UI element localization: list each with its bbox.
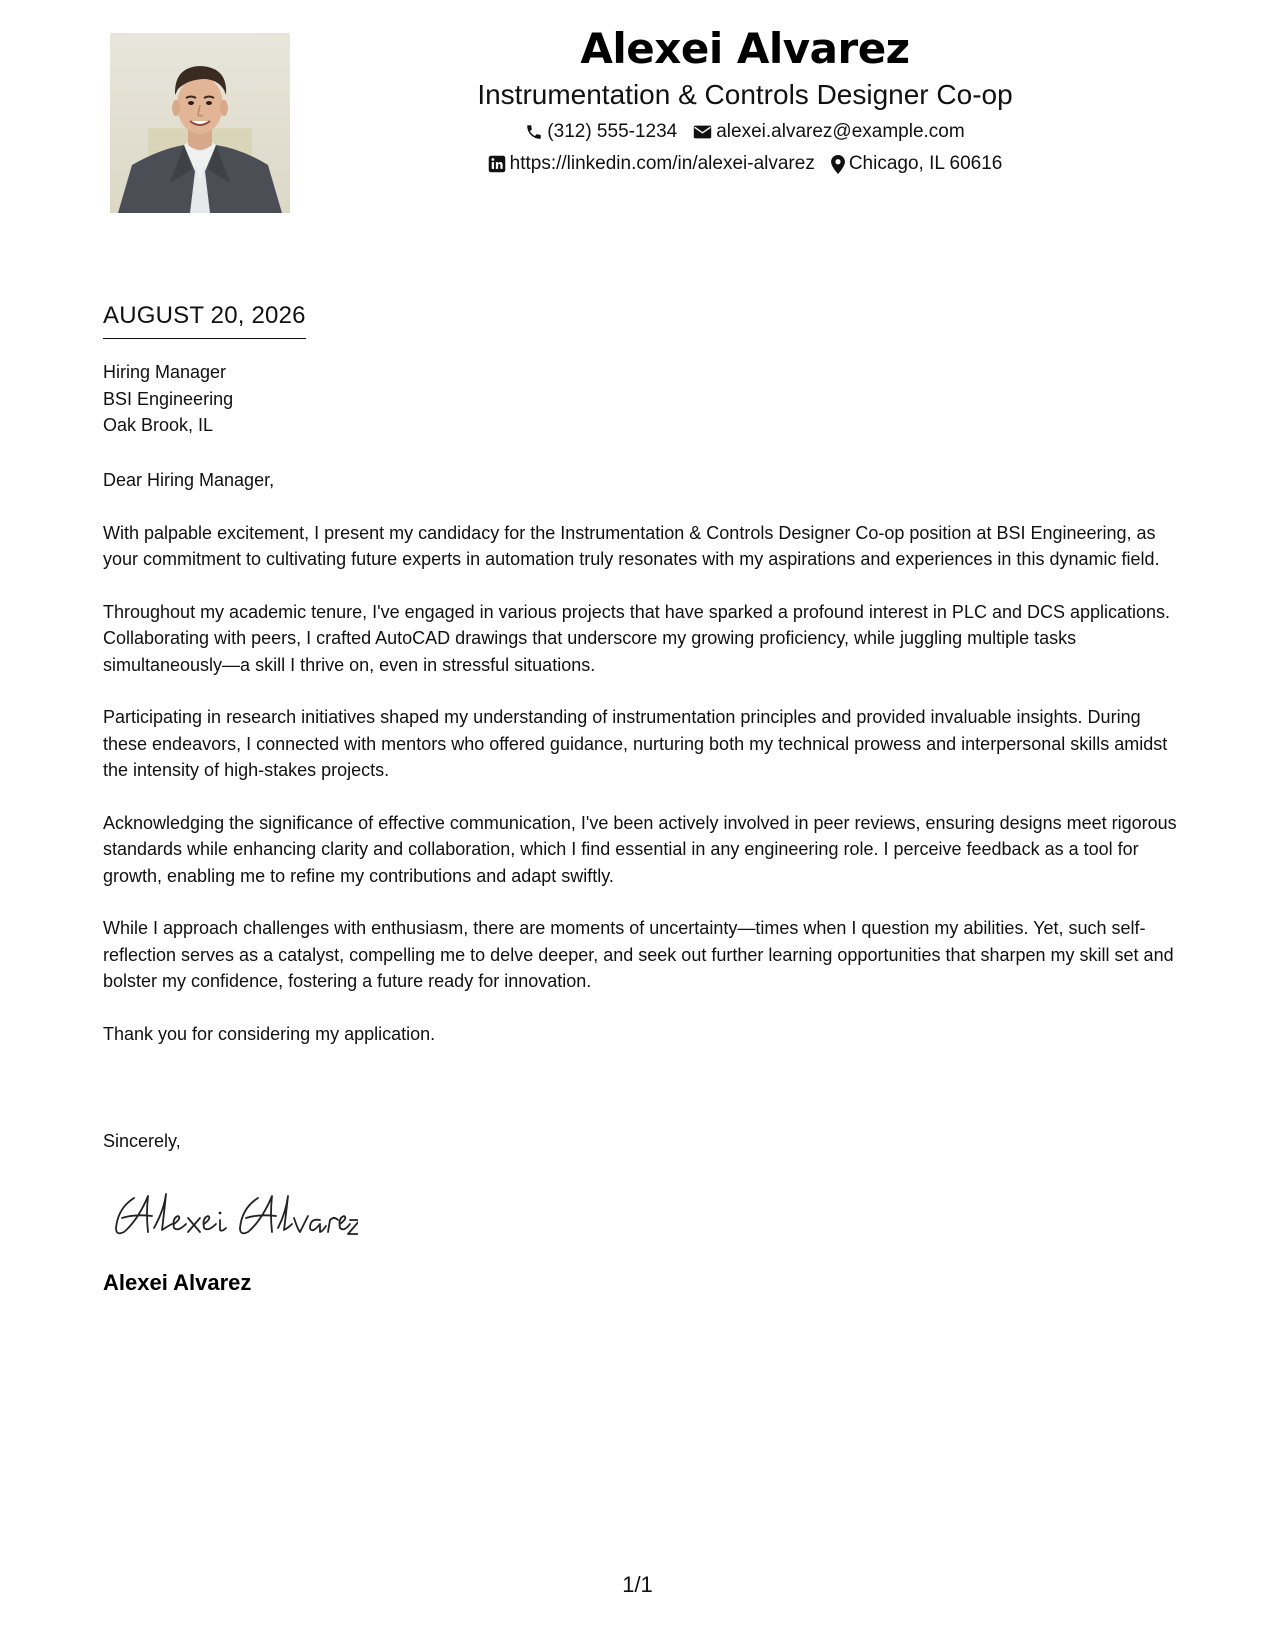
recipient-block (103, 359, 233, 439)
email-text: alexei.alvarez@example.com (716, 121, 965, 142)
location-text: Chicago, IL 60616 (848, 153, 1003, 174)
body-paragraph-2: Throughout my academic tenure, I've engaged in various projects that have sparked a profound interest in PLC and DCS applications. Collaborating with peers, I crafted AutoCAD drawings that underscore my growing proficiency, while juggling multiple tasks simultaneously—a skill I thrive on, even in stressful situations. (103, 601, 1171, 675)
body-paragraph-1: With palpable excitement, I present my candidacy for the Instrumentation & Controls Designer Co-op position at BSI Engineering, as your commitment to cultivating future experts in automation truly resonates with my aspirations and experiences in this dynamic field. (103, 522, 1160, 569)
phone-icon (525, 123, 543, 141)
applicant-role: Instrumentation & Controls Designer Co-op (477, 79, 1013, 110)
envelope-icon (693, 123, 712, 141)
letter-body (103, 467, 1183, 1073)
contact-row-2 (290, 152, 1200, 176)
applicant-name: Alexei Alvarez (580, 24, 910, 73)
profile-photo (110, 33, 290, 213)
location-contact (831, 152, 1003, 176)
recipient-title: Hiring Manager (103, 362, 227, 382)
email-contact[interactable] (693, 120, 964, 144)
handwritten-signature (108, 1180, 358, 1255)
page-number: 1/1 (622, 1572, 653, 1597)
header (290, 20, 1200, 176)
phone-contact[interactable] (525, 120, 677, 144)
body-paragraph-5: While I approach challenges with enthusiasm, there are moments of uncertainty—times when I question my abilities. Yet, such self-reflection serves as a catalyst, compelling me to delve deeper, and seek out further learning opportunities that sharpen my skill set and bolster my confidence, fostering a future ready for innovation. (103, 918, 1174, 991)
linkedin-text: https://linkedin.com/in/alexei-alvarez (509, 153, 815, 174)
recipient-location: Oak Brook, IL (103, 415, 214, 435)
thanks-line: Thank you for considering my application. (103, 1023, 436, 1044)
recipient-company: BSI Engineering (103, 388, 234, 409)
salutation: Dear Hiring Manager, (103, 470, 275, 490)
linkedin-icon (488, 155, 506, 173)
contact-row-1 (290, 120, 1200, 144)
letter-date: AUGUST 20, 2026 (103, 300, 306, 339)
map-pin-icon (831, 155, 845, 174)
body-paragraph-4: Acknowledging the significance of effective communication, I've been actively involved in peer reviews, ensuring designs meet rigorous standards while enhancing clarity and collaboration, which I find essential in any engineering role. I perceive feedback as a tool for growth, enabling me to refine my contributions and adapt swiftly. (103, 812, 1177, 886)
closing: Sincerely, (103, 1131, 181, 1151)
signer-name: Alexei Alvarez (103, 1270, 252, 1295)
phone-text: (312) 555-1234 (547, 121, 678, 142)
linkedin-contact[interactable] (488, 152, 815, 176)
body-paragraph-3: Participating in research initiatives shaped my understanding of instrumentation principles and provided invaluable insights. During these endeavors, I connected with mentors who offered guidance, nurturing both my technical prowess and interpersonal skills amidst the intensity of high-stakes projects. (103, 707, 1168, 780)
